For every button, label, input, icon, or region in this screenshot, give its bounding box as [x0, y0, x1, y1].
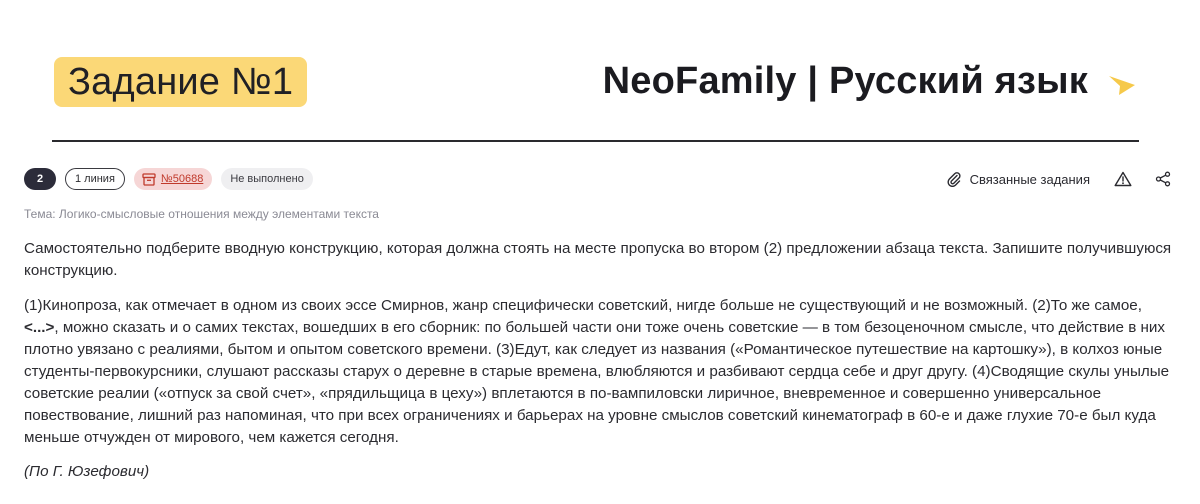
task-instruction: Самостоятельно подберите вводную конструкцию, которая должна стоять на месте пропуска во втором (2) предложении абзаца текста. Запишите получившуюся конструкцию. — [24, 240, 1172, 279]
task-meta-row — [24, 167, 322, 191]
task-id-link[interactable] — [134, 168, 212, 190]
passage-after-gap: , можно сказать и о самих текстах, вошедших в его сборник: по большей части они тоже очень советские — в том безоценочном смысле, что действие в них плотно увязано с реалиями, бытом и опытом советского времени. (3)Едут, как следует из названия («Романтическое путешествие на картошку»), в колхоз юные студенты-первокурсники, слушают рассказы старух о деревне в старые времена, влюбляются и разбивают сердца себе и друг другу. (4)Сводящие скулы унылые советские реалии («отпуск за свой счет», «прядильщица в цеху») вплетаются в по-вампиловски лиричное, вневременное и совершенно универсальное повествование, лишний раз напоминая, что при всех ограничениях и барьерах на уровне смыслов советский кинематограф в 60-е и даже глухие 70-е был куда меньше отчужден от мирового, чем кажется сегодня. — [24, 319, 1170, 446]
paperclip-icon — [946, 171, 962, 187]
brand-title: NeoFamily | Русский язык — [602, 60, 1088, 102]
related-tasks-label: Связанные задания — [969, 171, 1090, 187]
related-tasks-button[interactable] — [946, 171, 1090, 187]
page-header — [0, 0, 1200, 130]
task-title-badge — [54, 57, 307, 107]
header-divider — [52, 140, 1139, 142]
task-id-text: №50688 — [160, 173, 204, 185]
task-actions — [946, 167, 1174, 191]
share-icon — [1155, 171, 1171, 187]
share-button[interactable] — [1152, 168, 1174, 190]
warning-icon — [1114, 171, 1132, 187]
text-author: (По Г. Юзефович) — [24, 463, 150, 480]
task-number-chip: 2 — [24, 168, 56, 190]
task-title: Задание №1 — [68, 60, 294, 103]
report-button[interactable] — [1112, 168, 1134, 190]
paper-plane-icon — [1107, 73, 1137, 97]
archive-icon — [142, 173, 156, 186]
passage-gap-marker: <...> — [24, 319, 55, 336]
task-topic: Тема: Логико-смысловые отношения между элементами текста — [24, 207, 379, 221]
line-chip: 1 линия — [65, 168, 125, 190]
task-text — [24, 295, 1174, 449]
status-badge: Не выполнено — [221, 168, 313, 190]
passage-before-gap: (1)Кинопроза, как отмечает в одном из своих эссе Смирнов, жанр специфически советский, нигде больше не существующий и не возможный. (2)То же самое, — [24, 297, 1142, 314]
